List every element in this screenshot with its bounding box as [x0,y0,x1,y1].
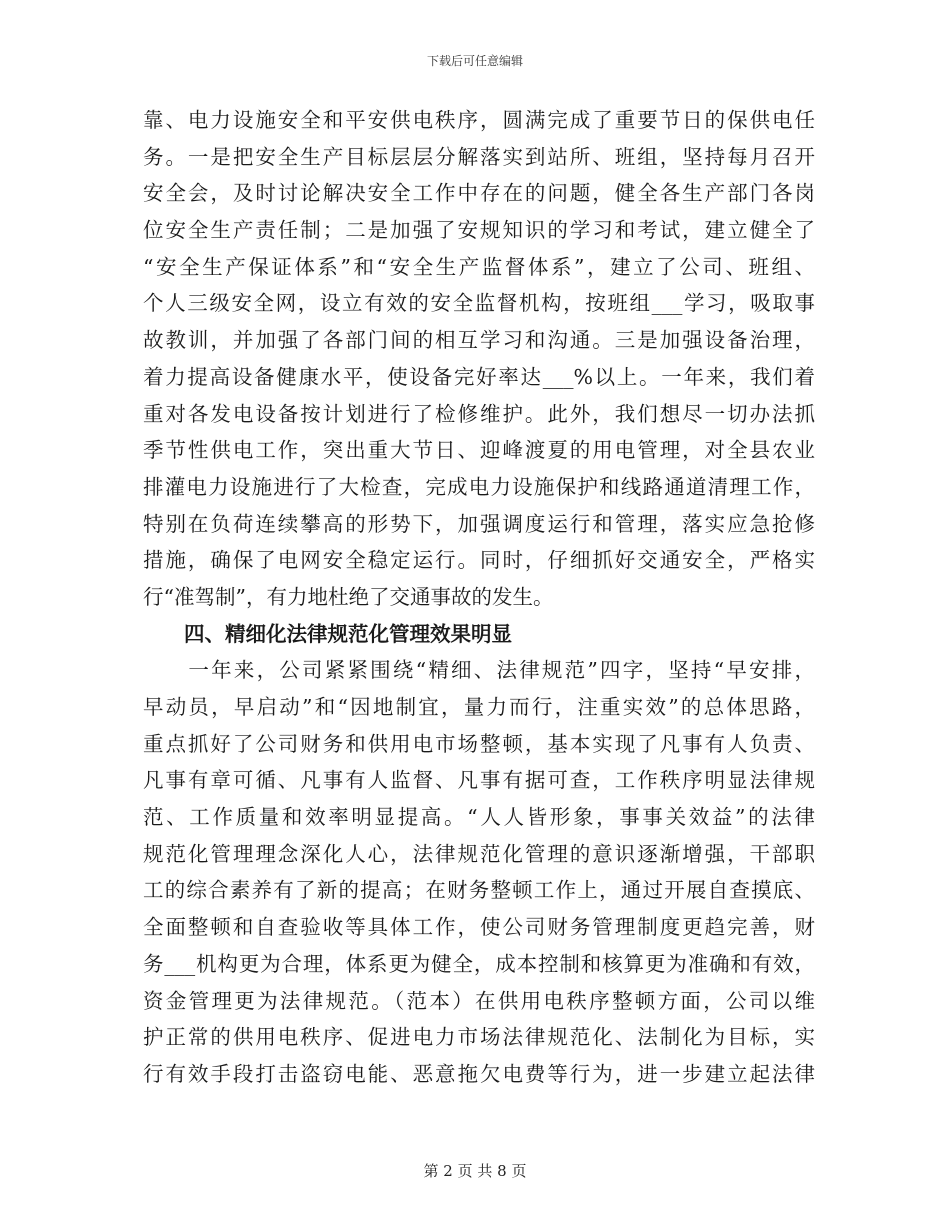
body-line: 全面整顿和自查验收等具体工作，使公司财务管理制度更趋完善，财 [143,915,815,940]
body-line: 工的综合素养有了新的提高；在财务整顿工作上，通过开展自查摸底、 [143,878,815,903]
body-line: 靠、电力设施安全和平安供电秩序，圆满完成了重要节日的保供电任 [143,108,815,132]
body-line: 务___机构更为合理，体系更为健全，成本控制和核算更为准确和有效， [143,951,815,976]
body-line: 重对各发电设备按计划进行了检修维护。此外，我们想尽一切办法抓 [143,401,815,426]
body-line: 安全会，及时讨论解决安全工作中存在的问题，健全各生产部门各岗 [143,181,815,206]
body-line: 护正常的供用电秩序、促进电力市场法律规范化、法制化为目标，实 [143,1025,815,1050]
document-body [143,102,815,1093]
body-line: 位安全生产责任制；二是加强了安规知识的学习和考试，建立健全了 [143,218,815,243]
body-line: 务。一是把安全生产目标层层分解落实到站所、班组，坚持每月召开 [143,144,815,169]
body-line: 特别在负荷连续攀高的形势下，加强调度运行和管理，落实应急抢修 [143,511,815,536]
page-header: 下载后可任意编辑 [426,54,523,68]
body-line: 规范化管理理念深化人心，法律规范化管理的意识逐渐增强，干部职 [143,841,815,866]
body-line: 凡事有章可循、凡事有人监督、凡事有据可查，工作秩序明显法律规 [143,768,815,793]
page-footer: 第 2 页 共 8 页 [423,1162,527,1180]
body-line: 行“准驾制”，有力地杜绝了交通事故的发生。 [143,584,554,609]
body-line: 资金管理更为法律规范。（范本）在供用电秩序整顿方面，公司以维 [143,988,815,1013]
body-line: 早动员，早启动”和“因地制宜，量力而行，注重实效”的总体思路， [143,695,815,719]
body-line: 故教训，并加强了各部门间的相互学习和沟通。三是加强设备治理， [143,328,815,353]
body-line: 范、工作质量和效率明显提高。“人人皆形象，事事关效益”的法律 [143,805,815,830]
body-line: 排灌电力设施进行了大检查，完成电力设施保护和线路通道清理工作， [143,474,815,499]
body-line: 重点抓好了公司财务和供用电市场整顿，基本实现了凡事有人负责、 [143,731,815,756]
body-line: 一年来，公司紧紧围绕“精细、法律规范”四字，坚持“早安排， [143,658,815,683]
body-line: 措施，确保了电网安全稳定运行。同时，仔细抓好交通安全，严格实 [143,548,815,573]
body-line: “安全生产保证体系”和“安全生产监督体系”，建立了公司、班组、 [143,254,815,279]
body-line: 个人三级安全网，设立有效的安全监督机构，按班组___学习，吸取事 [143,291,815,316]
body-line: 行有效手段打击盗窃电能、恶意拖欠电费等行为，进一步建立起法律 [143,1061,815,1086]
body-line: 着力提高设备健康水平，使设备完好率达___%以上。一年来，我们着 [143,364,815,389]
section-heading: 四、精细化法律规范化管理效果明显 [143,621,512,646]
body-line: 季节性供电工作，突出重大节日、迎峰渡夏的用电管理，对全县农业 [143,438,815,463]
